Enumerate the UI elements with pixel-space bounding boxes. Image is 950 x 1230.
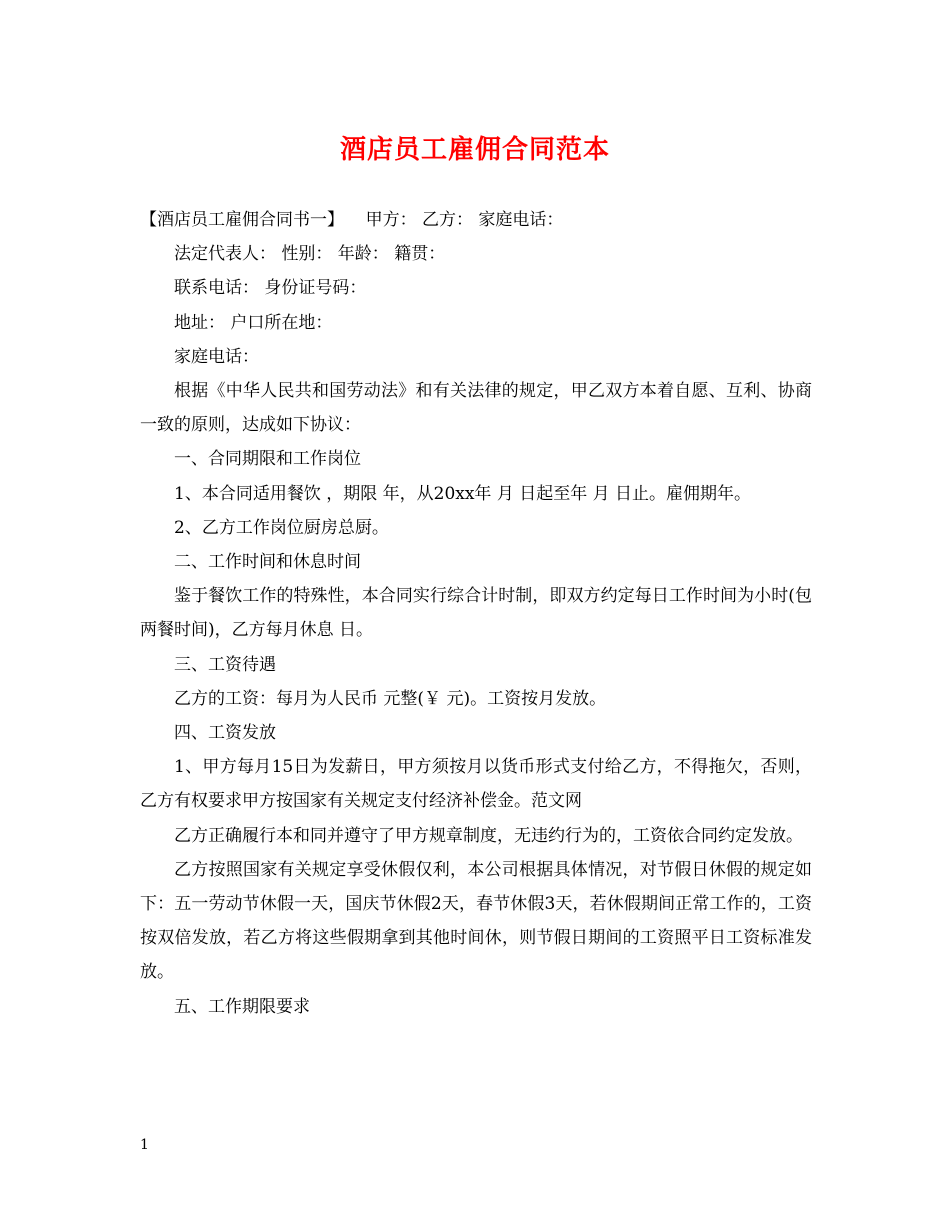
section-heading-2: 二、工作时间和休息时间 <box>174 552 361 573</box>
paragraph-working-hours: 鉴于餐饮工作的特殊性，本合同实行综合计时制，即双方约定每日工作时间为小时(包两餐时间)，乙方每月休息 日。 <box>140 586 812 641</box>
page-number: 1 <box>140 1137 149 1153</box>
document-title: 酒店员工雇佣合同范本 <box>339 135 610 165</box>
section-heading-5: 五、工作期限要求 <box>174 996 310 1017</box>
paragraph-payday: 1、甲方每月15日为发薪日，甲方须按月以货币形式支付给乙方，不得拖欠，否则，乙方有权要求甲方按国家有关规定支付经济补偿金。范文网 <box>140 757 812 812</box>
section-heading-1: 一、合同期限和工作岗位 <box>174 449 361 470</box>
section-heading-3: 三、工资待遇 <box>174 654 276 675</box>
paragraph-contact-phone: 联系电话： 身份证号码： <box>174 278 367 299</box>
paragraph-address: 地址： 户口所在地： <box>174 312 333 333</box>
paragraph-legal-representative: 法定代表人： 性别： 年龄： 籍贯： <box>174 244 446 265</box>
paragraph-compliance: 乙方正确履行本和同并遵守了甲方规章制度，无违约行为的，工资依合同约定发放。 <box>174 825 803 846</box>
paragraph-preamble: 根据《中华人民共和国劳动法》和有关法律的规定，甲乙双方本着自愿、互利、协商一致的原则，达成如下协议： <box>140 381 812 436</box>
paragraph-term: 1、本合同适用餐饮 ，期限 年，从20xx年 月 日起至年 月 日止。雇佣期年。 <box>174 483 752 504</box>
document-body <box>140 203 812 1024</box>
paragraph-position: 2、乙方工作岗位厨房总厨。 <box>174 517 389 538</box>
paragraph-home-phone: 家庭电话： <box>174 346 259 367</box>
paragraph-holidays: 乙方按照国家有关规定享受休假仅利，本公司根据具体情况，对节假日休假的规定如下：五一劳动节休假一天，国庆节休假2天，春节休假3天，若休假期间正常工作的，工资按双倍发放，若乙方将这些假期拿到其他时间休，则节假日期间的工资照平日工资标准发放。 <box>140 859 812 983</box>
paragraph-header-parties: 【酒店员工雇佣合同书一】 甲方： 乙方： 家庭电话： <box>140 210 564 230</box>
paragraph-salary: 乙方的工资：每月为人民币 元整(￥ 元)。工资按月发放。 <box>174 688 607 709</box>
section-heading-4: 四、工资发放 <box>174 723 276 744</box>
